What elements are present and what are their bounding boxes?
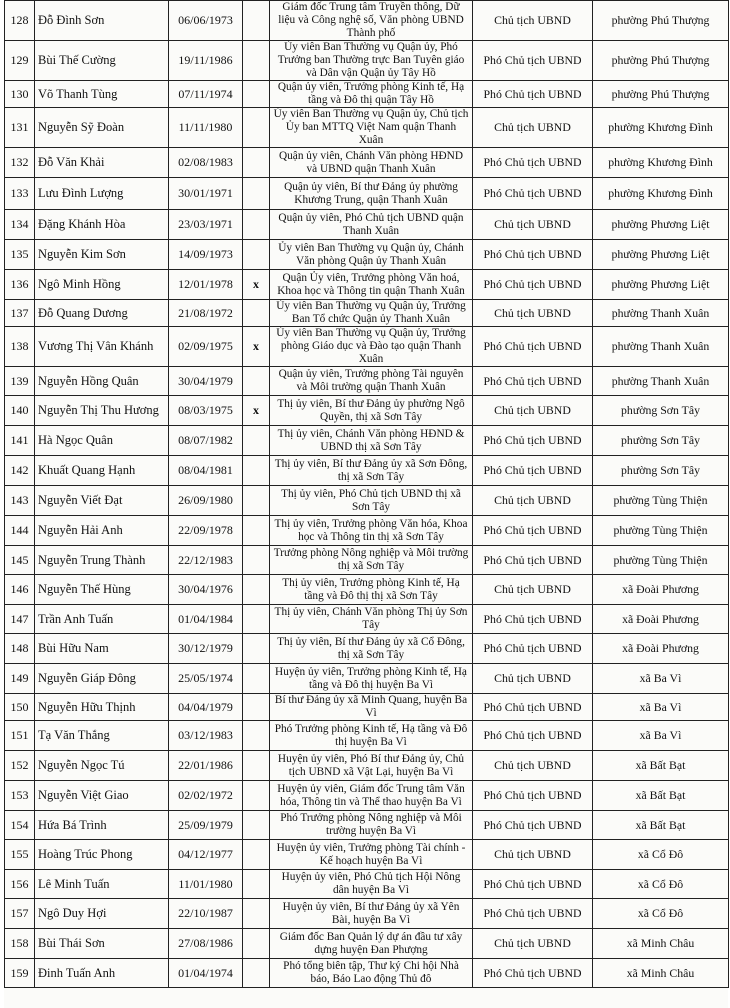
cell-new-unit: xã Minh Châu (593, 959, 729, 988)
table-row (5, 694, 729, 721)
cell-full-name: Nguyễn Thị Thu Hương (35, 396, 169, 426)
cell-female-mark (243, 664, 270, 694)
cell-row-number: 128 (5, 1, 35, 41)
cell-new-position: Phó Chủ tịch UBND (473, 546, 593, 575)
cell-current-position: Trưởng phòng Nông nghiệp và Môi trường thị xã Sơn Tây (270, 546, 473, 575)
cell-row-number: 157 (5, 899, 35, 929)
cell-current-position: Ủy viên Ban Thường vụ Quận ủy, Chủ tịch Ủy ban MTTQ Việt Nam quận Thanh Xuân (270, 108, 473, 148)
cell-current-position: Huyện ủy viên, Giám đốc Trung tâm Văn hóa, Thông tin và Thể thao huyện Ba Vì (270, 781, 473, 811)
cell-current-position: Huyện ủy viên, Trưởng phòng Kinh tế, Hạ tầng và Đô thị huyện Ba Vì (270, 664, 473, 694)
cell-current-position: Huyện ủy viên, Trưởng phòng Tài chính - Kế hoạch huyện Ba Vì (270, 840, 473, 870)
table-row (5, 929, 729, 959)
cell-female-mark (243, 781, 270, 811)
cell-full-name: Nguyễn Hồng Quân (35, 367, 169, 396)
cell-new-unit: phường Khương Đình (593, 148, 729, 178)
cell-current-position: Huyện ủy viên, Phó Bí thư Đảng ủy, Chủ tịch UBND xã Vật Lại, huyện Ba Vì (270, 751, 473, 781)
cell-current-position: Quận ủy viên, Phó Chủ tịch UBND quận Thanh Xuân (270, 210, 473, 240)
cell-current-position: Thị ủy viên, Trưởng phòng Kinh tế, Hạ tầng và Đô thị thị xã Sơn Tây (270, 575, 473, 605)
cell-full-name: Bùi Thế Cường (35, 41, 169, 81)
cell-new-unit: phường Phú Thượng (593, 81, 729, 108)
cell-date-of-birth: 25/09/1979 (169, 811, 243, 840)
cell-new-position: Chủ tịch UBND (473, 751, 593, 781)
cell-female-mark (243, 546, 270, 575)
cell-row-number: 156 (5, 870, 35, 899)
cell-new-position: Phó Chủ tịch UBND (473, 41, 593, 81)
cell-new-unit: phường Phương Liệt (593, 210, 729, 240)
table-row (5, 899, 729, 929)
cell-new-unit: xã Cổ Đô (593, 870, 729, 899)
cell-new-position: Phó Chủ tịch UBND (473, 870, 593, 899)
cell-full-name: Nguyễn Hữu Thịnh (35, 694, 169, 721)
cell-new-unit: xã Bất Bạt (593, 781, 729, 811)
cell-row-number: 151 (5, 721, 35, 751)
cell-new-position: Phó Chủ tịch UBND (473, 270, 593, 300)
cell-date-of-birth: 22/12/1983 (169, 546, 243, 575)
cell-row-number: 153 (5, 781, 35, 811)
cell-current-position: Ủy viên Ban Thường vụ Quận ủy, Trưởng phòng Giáo dục và Đào tạo quận Thanh Xuân (270, 327, 473, 367)
cell-row-number: 149 (5, 664, 35, 694)
table-row (5, 1, 729, 41)
table-row (5, 721, 729, 751)
cell-date-of-birth: 30/04/1976 (169, 575, 243, 605)
cell-date-of-birth: 08/03/1975 (169, 396, 243, 426)
cell-new-position: Phó Chủ tịch UBND (473, 959, 593, 988)
table-row (5, 840, 729, 870)
cell-date-of-birth: 26/09/1980 (169, 486, 243, 516)
cell-new-position: Chủ tịch UBND (473, 210, 593, 240)
cell-date-of-birth: 30/12/1979 (169, 634, 243, 664)
table-row (5, 634, 729, 664)
cell-new-unit: phường Phú Thượng (593, 41, 729, 81)
cell-date-of-birth: 02/09/1975 (169, 327, 243, 367)
cell-date-of-birth: 19/11/1986 (169, 41, 243, 81)
cell-new-position: Chủ tịch UBND (473, 664, 593, 694)
cell-female-mark (243, 575, 270, 605)
cell-full-name: Vương Thị Vân Khánh (35, 327, 169, 367)
cell-new-unit: phường Sơn Tây (593, 396, 729, 426)
cell-full-name: Nguyễn Ngọc Tú (35, 751, 169, 781)
cell-date-of-birth: 03/12/1983 (169, 721, 243, 751)
cell-row-number: 154 (5, 811, 35, 840)
cell-full-name: Khuất Quang Hạnh (35, 456, 169, 486)
cell-current-position: Thị ủy viên, Bí thư Đảng ủy xã Sơn Đông, thị xã Sơn Tây (270, 456, 473, 486)
cell-current-position: Quận ủy viên, Chánh Văn phòng HĐND và UBND quận Thanh Xuân (270, 148, 473, 178)
cell-date-of-birth: 01/04/1974 (169, 959, 243, 988)
cell-row-number: 140 (5, 396, 35, 426)
cell-female-mark (243, 811, 270, 840)
cell-current-position: Thị ủy viên, Phó Chủ tịch UBND thị xã Sơn Tây (270, 486, 473, 516)
cell-row-number: 147 (5, 605, 35, 634)
cell-row-number: 146 (5, 575, 35, 605)
cell-female-mark (243, 694, 270, 721)
cell-current-position: Quận ủy viên, Trưởng phòng Tài nguyên và Môi trường quận Thanh Xuân (270, 367, 473, 396)
table-row (5, 81, 729, 108)
cell-new-unit: phường Thanh Xuân (593, 367, 729, 396)
cell-row-number: 132 (5, 148, 35, 178)
table-row (5, 148, 729, 178)
cell-row-number: 136 (5, 270, 35, 300)
cell-new-unit: xã Bất Bạt (593, 751, 729, 781)
cell-current-position: Ủy viên Ban Thường vụ Quận ủy, Phó Trưởng ban Thường trực Ban Tuyên giáo và Dân vận Quận ủy Tây Hồ (270, 41, 473, 81)
cell-female-mark (243, 178, 270, 210)
cell-current-position: Thị ủy viên, Bí thư Đảng ủy phường Ngô Quyền, thị xã Sơn Tây (270, 396, 473, 426)
cell-new-unit: phường Sơn Tây (593, 426, 729, 456)
cell-new-position: Chủ tịch UBND (473, 1, 593, 41)
cell-current-position: Thị ủy viên, Chánh Văn phòng HĐND & UBND thị xã Sơn Tây (270, 426, 473, 456)
cell-date-of-birth: 11/11/1980 (169, 108, 243, 148)
cell-row-number: 137 (5, 300, 35, 327)
cell-female-mark (243, 899, 270, 929)
cell-new-unit: xã Cổ Đô (593, 840, 729, 870)
cell-new-unit: phường Phương Liệt (593, 270, 729, 300)
cell-current-position: Phó Trưởng phòng Nông nghiệp và Môi trường huyện Ba Vì (270, 811, 473, 840)
cell-full-name: Hà Ngọc Quân (35, 426, 169, 456)
cell-female-mark (243, 240, 270, 270)
cell-female-mark (243, 456, 270, 486)
cell-date-of-birth: 22/01/1986 (169, 751, 243, 781)
cell-female-mark (243, 148, 270, 178)
cell-row-number: 155 (5, 840, 35, 870)
cell-new-position: Phó Chủ tịch UBND (473, 899, 593, 929)
cell-new-position: Chủ tịch UBND (473, 575, 593, 605)
cell-full-name: Hoàng Trúc Phong (35, 840, 169, 870)
cell-current-position: Ủy viên Ban Thường vụ Quận ủy, Trưởng Ban Tổ chức Quận ủy Thanh Xuân (270, 300, 473, 327)
cell-new-position: Chủ tịch UBND (473, 108, 593, 148)
cell-full-name: Đỗ Quang Dương (35, 300, 169, 327)
cell-current-position: Quận ủy viên, Bí thư Đảng ủy phường Khương Trung, quận Thanh Xuân (270, 178, 473, 210)
cell-female-mark (243, 426, 270, 456)
cell-date-of-birth: 25/05/1974 (169, 664, 243, 694)
cell-new-position: Phó Chủ tịch UBND (473, 240, 593, 270)
personnel-table (4, 0, 729, 988)
cell-current-position: Ủy viên Ban Thường vụ Quận ủy, Chánh Văn phòng Quận ủy Thanh Xuân (270, 240, 473, 270)
table-row (5, 178, 729, 210)
cell-new-unit: xã Đoài Phương (593, 575, 729, 605)
cell-row-number: 158 (5, 929, 35, 959)
cell-row-number: 131 (5, 108, 35, 148)
cell-full-name: Trần Anh Tuấn (35, 605, 169, 634)
cell-full-name: Nguyễn Thế Hùng (35, 575, 169, 605)
cell-current-position: Thị ủy viên, Bí thư Đảng ủy xã Cổ Đông, thị xã Sơn Tây (270, 634, 473, 664)
cell-female-mark (243, 605, 270, 634)
cell-date-of-birth: 23/03/1971 (169, 210, 243, 240)
cell-female-mark (243, 840, 270, 870)
cell-date-of-birth: 14/09/1973 (169, 240, 243, 270)
cell-full-name: Ngô Duy Hợi (35, 899, 169, 929)
cell-full-name: Đinh Tuấn Anh (35, 959, 169, 988)
cell-current-position: Giám đốc Trung tâm Truyền thông, Dữ liệu và Công nghệ số, Văn phòng UBND Thành phố (270, 1, 473, 41)
cell-new-unit: xã Đoài Phương (593, 605, 729, 634)
cell-new-position: Phó Chủ tịch UBND (473, 148, 593, 178)
cell-date-of-birth: 07/11/1974 (169, 81, 243, 108)
table-row (5, 240, 729, 270)
cell-full-name: Bùi Hữu Nam (35, 634, 169, 664)
cell-female-mark (243, 721, 270, 751)
cell-full-name: Nguyễn Kim Sơn (35, 240, 169, 270)
cell-row-number: 148 (5, 634, 35, 664)
cell-female-mark (243, 751, 270, 781)
cell-date-of-birth: 02/02/1972 (169, 781, 243, 811)
cell-row-number: 135 (5, 240, 35, 270)
table-row (5, 486, 729, 516)
table-row (5, 575, 729, 605)
table-row (5, 751, 729, 781)
cell-current-position: Giám đốc Ban Quản lý dự án đầu tư xây dựng huyện Đan Phượng (270, 929, 473, 959)
cell-female-mark (243, 870, 270, 899)
cell-new-position: Chủ tịch UBND (473, 929, 593, 959)
table-row (5, 664, 729, 694)
cell-row-number: 139 (5, 367, 35, 396)
cell-full-name: Nguyễn Hải Anh (35, 516, 169, 546)
table-row (5, 516, 729, 546)
cell-new-position: Phó Chủ tịch UBND (473, 721, 593, 751)
cell-new-unit: xã Đoài Phương (593, 634, 729, 664)
cell-current-position: Quận ủy viên, Trưởng phòng Kinh tế, Hạ tầng và Đô thị quận Tây Hồ (270, 81, 473, 108)
cell-date-of-birth: 30/04/1979 (169, 367, 243, 396)
cell-current-position: Huyện ủy viên, Bí thư Đảng ủy xã Yên Bài, huyện Ba Vì (270, 899, 473, 929)
cell-new-unit: phường Khương Đình (593, 108, 729, 148)
cell-current-position: Thị ủy viên, Chánh Văn phòng Thị ủy Sơn Tây (270, 605, 473, 634)
cell-female-mark (243, 300, 270, 327)
cell-full-name: Nguyễn Trung Thành (35, 546, 169, 575)
cell-new-unit: phường Tùng Thiện (593, 516, 729, 546)
cell-row-number: 130 (5, 81, 35, 108)
cell-new-unit: phường Phương Liệt (593, 240, 729, 270)
cell-row-number: 129 (5, 41, 35, 81)
cell-new-unit: phường Thanh Xuân (593, 300, 729, 327)
cell-date-of-birth: 04/04/1979 (169, 694, 243, 721)
cell-row-number: 152 (5, 751, 35, 781)
table-row (5, 546, 729, 575)
cell-new-position: Phó Chủ tịch UBND (473, 456, 593, 486)
cell-date-of-birth: 22/10/1987 (169, 899, 243, 929)
cell-new-position: Chủ tịch UBND (473, 486, 593, 516)
cell-current-position: Phó Trưởng phòng Kinh tế, Hạ tầng và Đô thị huyện Ba Vì (270, 721, 473, 751)
cell-full-name: Lưu Đình Lượng (35, 178, 169, 210)
cell-full-name: Ngô Minh Hồng (35, 270, 169, 300)
cell-new-position: Phó Chủ tịch UBND (473, 516, 593, 546)
cell-row-number: 141 (5, 426, 35, 456)
cell-female-mark (243, 210, 270, 240)
cell-current-position: Phó tổng biên tập, Thư ký Chi hội Nhà báo, Báo Lao động Thủ đô (270, 959, 473, 988)
cell-date-of-birth: 11/01/1980 (169, 870, 243, 899)
cell-date-of-birth: 21/08/1972 (169, 300, 243, 327)
cell-row-number: 134 (5, 210, 35, 240)
cell-new-unit: phường Tùng Thiện (593, 546, 729, 575)
cell-date-of-birth: 02/08/1983 (169, 148, 243, 178)
cell-date-of-birth: 06/06/1973 (169, 1, 243, 41)
table-row (5, 811, 729, 840)
cell-date-of-birth: 04/12/1977 (169, 840, 243, 870)
table-body (5, 1, 729, 988)
cell-full-name: Hứa Bá Trình (35, 811, 169, 840)
cell-row-number: 133 (5, 178, 35, 210)
cell-full-name: Nguyễn Việt Giao (35, 781, 169, 811)
cell-new-position: Phó Chủ tịch UBND (473, 605, 593, 634)
table-row (5, 426, 729, 456)
table-row (5, 327, 729, 367)
cell-female-mark (243, 516, 270, 546)
cell-full-name: Nguyễn Viết Đạt (35, 486, 169, 516)
cell-row-number: 144 (5, 516, 35, 546)
table-row (5, 870, 729, 899)
table-row (5, 367, 729, 396)
cell-new-position: Phó Chủ tịch UBND (473, 426, 593, 456)
cell-female-mark (243, 41, 270, 81)
cell-new-unit: phường Thanh Xuân (593, 327, 729, 367)
cell-row-number: 142 (5, 456, 35, 486)
cell-current-position: Huyện ủy viên, Phó Chủ tịch Hội Nông dân huyện Ba Vì (270, 870, 473, 899)
cell-female-mark: x (243, 396, 270, 426)
cell-date-of-birth: 08/04/1981 (169, 456, 243, 486)
cell-new-unit: xã Cổ Đô (593, 899, 729, 929)
cell-new-unit: xã Ba Vì (593, 664, 729, 694)
cell-new-position: Phó Chủ tịch UBND (473, 694, 593, 721)
cell-date-of-birth: 01/04/1984 (169, 605, 243, 634)
cell-current-position: Bí thư Đảng ủy xã Minh Quang, huyện Ba Vì (270, 694, 473, 721)
cell-female-mark (243, 1, 270, 41)
cell-row-number: 159 (5, 959, 35, 988)
cell-new-unit: phường Phú Thượng (593, 1, 729, 41)
cell-full-name: Đặng Khánh Hòa (35, 210, 169, 240)
cell-new-position: Phó Chủ tịch UBND (473, 811, 593, 840)
cell-new-unit: phường Tùng Thiện (593, 486, 729, 516)
cell-current-position: Quận Ủy viên, Trưởng phòng Văn hoá, Khoa học và Thông tin quận Thanh Xuân (270, 270, 473, 300)
cell-female-mark (243, 929, 270, 959)
cell-new-unit: xã Minh Châu (593, 929, 729, 959)
table-row (5, 108, 729, 148)
table-row (5, 300, 729, 327)
cell-full-name: Lê Minh Tuấn (35, 870, 169, 899)
table-row (5, 456, 729, 486)
cell-date-of-birth: 08/07/1982 (169, 426, 243, 456)
cell-date-of-birth: 30/01/1971 (169, 178, 243, 210)
cell-new-position: Phó Chủ tịch UBND (473, 781, 593, 811)
cell-current-position: Thị ủy viên, Trưởng phòng Văn hóa, Khoa học và Thông tin thị xã Sơn Tây (270, 516, 473, 546)
cell-row-number: 145 (5, 546, 35, 575)
cell-female-mark (243, 367, 270, 396)
cell-new-unit: xã Ba Vì (593, 694, 729, 721)
cell-full-name: Nguyễn Giáp Đông (35, 664, 169, 694)
cell-new-unit: xã Ba Vì (593, 721, 729, 751)
cell-full-name: Nguyễn Sỹ Đoàn (35, 108, 169, 148)
cell-date-of-birth: 12/01/1978 (169, 270, 243, 300)
cell-new-position: Chủ tịch UBND (473, 300, 593, 327)
table-row (5, 270, 729, 300)
cell-full-name: Tạ Văn Thắng (35, 721, 169, 751)
cell-female-mark: x (243, 270, 270, 300)
cell-new-position: Phó Chủ tịch UBND (473, 367, 593, 396)
table-row (5, 210, 729, 240)
cell-row-number: 150 (5, 694, 35, 721)
cell-new-unit: phường Khương Đình (593, 178, 729, 210)
cell-date-of-birth: 27/08/1986 (169, 929, 243, 959)
cell-new-position: Phó Chủ tịch UBND (473, 81, 593, 108)
cell-female-mark (243, 486, 270, 516)
cell-female-mark (243, 959, 270, 988)
cell-new-position: Phó Chủ tịch UBND (473, 327, 593, 367)
cell-new-position: Phó Chủ tịch UBND (473, 178, 593, 210)
table-row (5, 41, 729, 81)
cell-full-name: Đỗ Đình Sơn (35, 1, 169, 41)
cell-full-name: Võ Thanh Tùng (35, 81, 169, 108)
table-row (5, 781, 729, 811)
cell-full-name: Bùi Thái Sơn (35, 929, 169, 959)
cell-new-unit: xã Bất Bạt (593, 811, 729, 840)
cell-new-position: Phó Chủ tịch UBND (473, 634, 593, 664)
cell-row-number: 143 (5, 486, 35, 516)
cell-full-name: Đỗ Văn Khải (35, 148, 169, 178)
document-page (4, 0, 728, 1008)
cell-female-mark (243, 634, 270, 664)
table-row (5, 396, 729, 426)
cell-new-unit: phường Sơn Tây (593, 456, 729, 486)
cell-new-position: Chủ tịch UBND (473, 396, 593, 426)
table-row (5, 959, 729, 988)
cell-new-position: Chủ tịch UBND (473, 840, 593, 870)
cell-female-mark (243, 81, 270, 108)
cell-female-mark: x (243, 327, 270, 367)
table-row (5, 605, 729, 634)
cell-row-number: 138 (5, 327, 35, 367)
cell-date-of-birth: 22/09/1978 (169, 516, 243, 546)
cell-female-mark (243, 108, 270, 148)
